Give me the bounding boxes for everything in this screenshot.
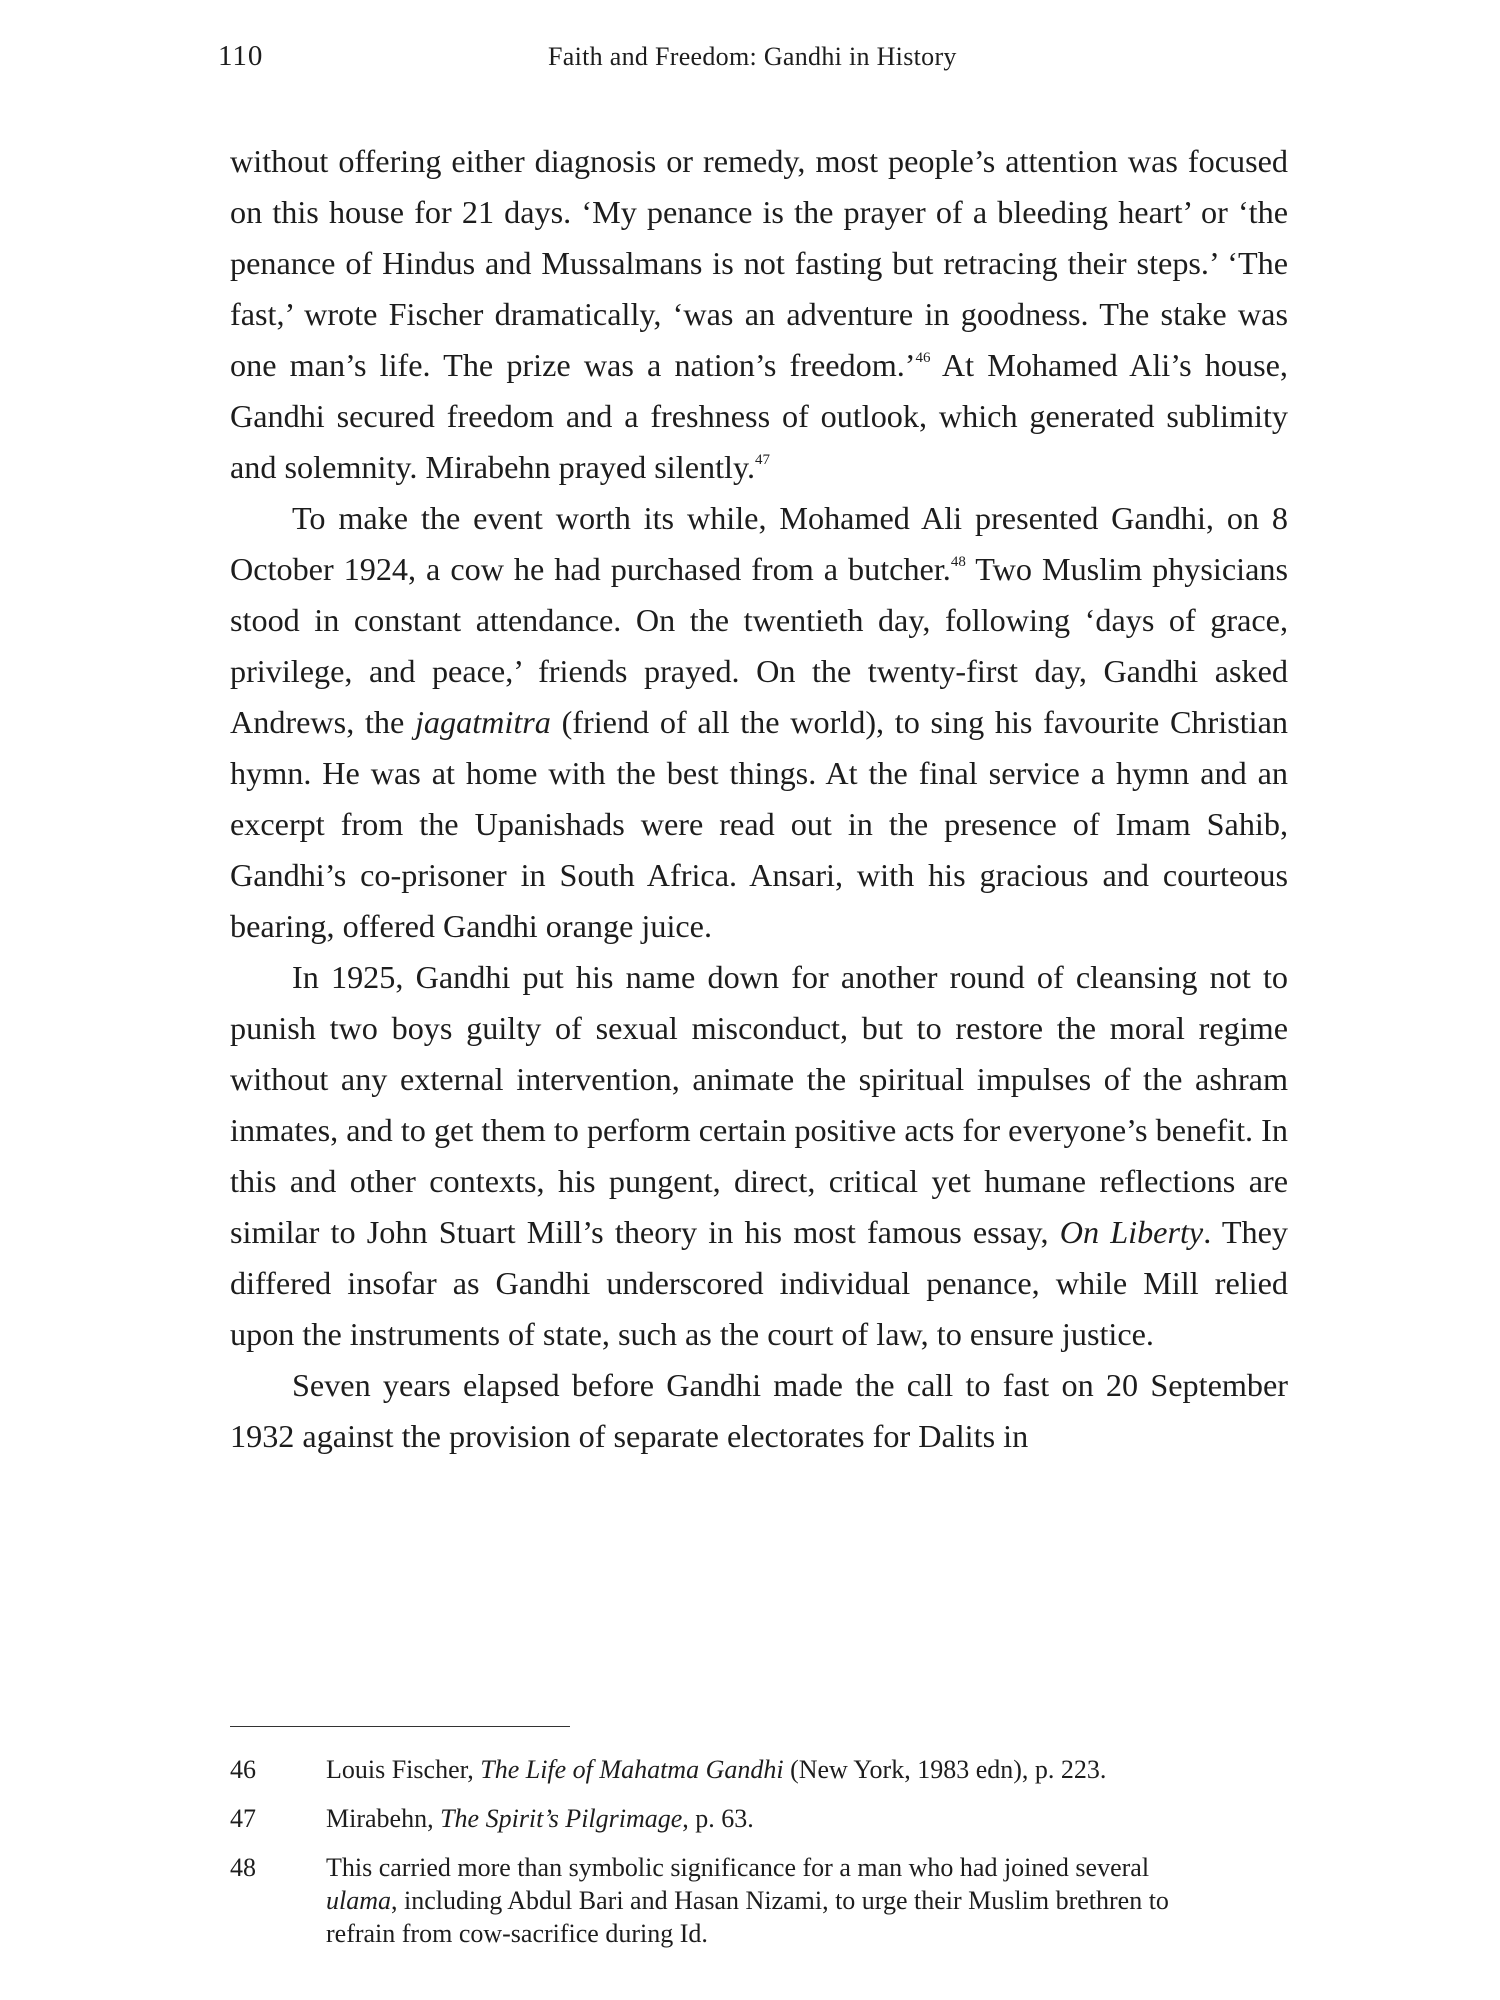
paragraph — [230, 493, 1288, 952]
page-number: 110 — [218, 40, 264, 72]
text-run: At Mohamed Ali’s house, Gandhi secured freedom and a freshness of outlook, which generated sublimity and solemnity. Mirabehn prayed silently. — [230, 347, 1288, 485]
paragraph — [230, 952, 1288, 1360]
text-run: (friend of all the world), to sing his favourite Christian hymn. He was at home with the best things. At the final service a hymn and an excerpt from the Upanishads were read out in the presence of Imam Sahib, Gandhi’s co-prisoner in South Africa. Ansari, with his gracious and courteous bearing, offered Gandhi orange juice. — [230, 704, 1289, 944]
text-run: without offering either diagnosis or remedy, most people’s attention was focused on this house for 21 days. ‘My penance is the prayer of a bleeding heart’ or ‘the penance of Hindus and Mussalmans is not fasting but retracing their steps.’ ‘The fast,’ wrote Fischer dramatically, ‘was an adventure in goodness. The stake was one man’s life. The prize was a nation’s freedom.’ — [230, 143, 1288, 383]
text-run: Mirabehn, — [326, 1804, 441, 1833]
footnote-text — [326, 1851, 1226, 1950]
text-run: Louis Fischer, — [326, 1755, 481, 1784]
footnote-divider — [230, 1726, 570, 1727]
italic-text: On Liberty — [1059, 1214, 1204, 1250]
text-run: . They differed insofar as Gandhi underscored individual penance, while Mill relied upon the instruments of state, such as the court of law, to ensure justice. — [230, 1214, 1288, 1352]
running-title: Faith and Freedom: Gandhi in History — [548, 42, 957, 71]
footnote-number: 48 — [230, 1853, 256, 1882]
italic-text: ulama — [326, 1886, 391, 1915]
footnote-number: 46 — [230, 1755, 256, 1784]
text-run: , p. 63. — [682, 1804, 754, 1833]
body-text — [230, 136, 1288, 1462]
text-run: , including Abdul Bari and Hasan Nizami, to urge their Muslim brethren to refrain from cow-sacrifice during Id. — [326, 1886, 1169, 1948]
footnote — [230, 1753, 1260, 1786]
footnote — [230, 1851, 1260, 1950]
footnote-reference: 46 — [915, 350, 931, 366]
footnote-text — [326, 1802, 1260, 1835]
text-run: This carried more than symbolic significance for a man who had joined several — [326, 1853, 1150, 1882]
text-run: (New York, 1983 edn), p. 223. — [783, 1755, 1107, 1784]
footnote-reference: 47 — [755, 452, 771, 468]
footnotes — [230, 1753, 1260, 1966]
paragraph — [230, 1360, 1288, 1462]
footnote — [230, 1802, 1260, 1835]
footnote-reference: 48 — [950, 554, 966, 570]
paragraph — [230, 136, 1288, 493]
text-run: To make the event worth its while, Mohamed Ali presented Gandhi, on 8 October 1924, a cow he had purchased from a butcher. — [230, 500, 1288, 587]
text-run: In 1925, Gandhi put his name down for another round of cleansing not to punish two boys guilty of sexual misconduct, but to restore the moral regime without any external intervention, animate the spiritual impulses of the ashram inmates, and to get them to perform certain positive acts for everyone’s benefit. In this and other contexts, his pungent, direct, critical yet humane reflections are similar to John Stuart Mill’s theory in his most famous essay, — [230, 959, 1288, 1250]
text-run: Seven years elapsed before Gandhi made the call to fast on 20 September 1932 against the provision of separate electorates for Dalits in — [230, 1367, 1288, 1454]
italic-text: The Life of Mahatma Gandhi — [480, 1755, 784, 1784]
footnote-number: 47 — [230, 1804, 256, 1833]
italic-text: jagatmitra — [414, 704, 551, 740]
italic-text: The Spirit’s Pilgrimage — [440, 1804, 683, 1833]
running-head — [218, 40, 1298, 80]
footnote-text — [326, 1753, 1260, 1786]
text-run: Two Muslim physicians stood in constant attendance. On the twentieth day, following ‘days of grace, privilege, and peace,’ friends prayed. On the twenty-first day, Gandhi asked Andrews, the — [230, 551, 1288, 740]
